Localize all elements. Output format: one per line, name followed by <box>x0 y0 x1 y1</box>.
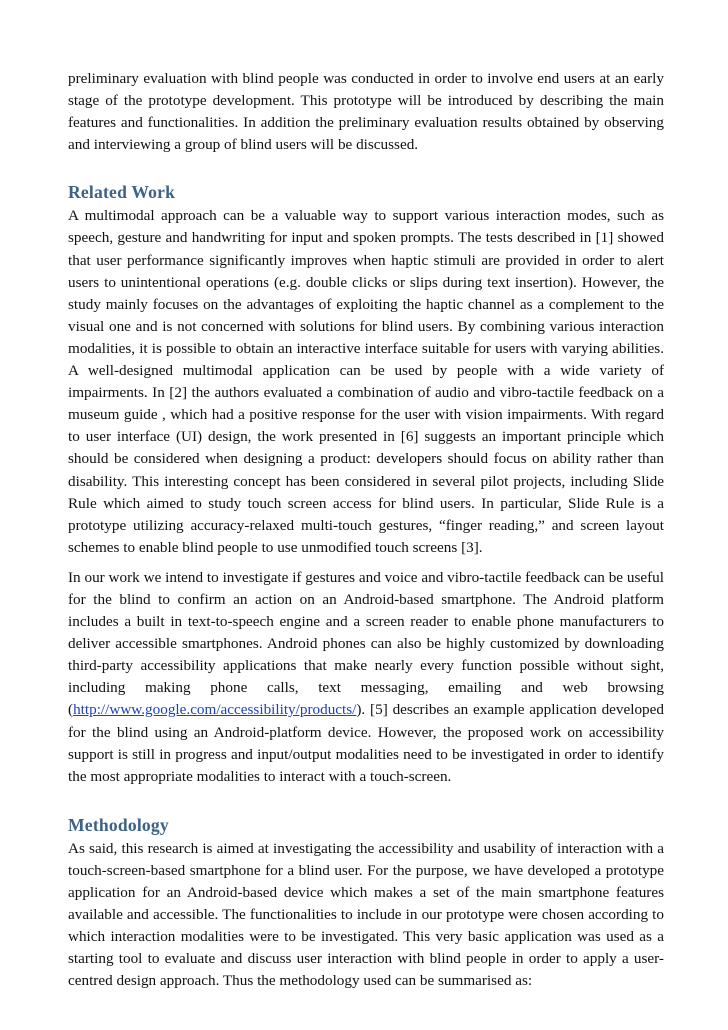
paragraph-text-before-link: In our work we intend to investigate if gestures and voice and vibro-tactile feedback can be useful for the blind to confirm an action on an Android-based smartphone. The Android platform includes a built in text-to-speech engine and a screen reader to enable phone manufacturers to deliver accessible smartphones. Android phones can also be highly customized by downloading third-party accessibility applications that make nearly every function possible without sight, including making phone calls, text messaging, emailing and web browsing ( <box>68 568 664 719</box>
methodology-paragraph: As said, this research is aimed at investigating the accessibility and usability of interaction with a touch-screen-based smartphone for a blind user. For the purpose, we have developed a prototype application for an Android-based device which makes a set of the main smartphone features available and accessible. The functionalities to include in our prototype were chosen according to which interaction modalities were to be investigated. This very basic application was used as a starting tool to evaluate and discuss user interaction with blind people in order to apply a user-centred design approach. Thus the methodology used can be summarised as: <box>68 839 664 990</box>
methodology-heading: Methodology <box>68 814 169 835</box>
document-page <box>68 68 664 992</box>
related-work-heading: Related Work <box>68 182 176 203</box>
related-work-paragraph-2 <box>68 567 664 788</box>
paragraph-text-after-link: ). [5] describes an example application developed for the blind using an Android-platform device. However, the proposed work on accessibility support is still in progress and input/output modalities need to be investigated in order to identify the most appropriate modalities to interact with a touch-screen. <box>68 701 664 785</box>
related-work-paragraph-1: A multimodal approach can be a valuable way to support various interaction modes, such as speech, gesture and handwriting for input and spoken prompts. The tests described in [1] showed that user performance significantly improves when haptic stimuli are provided in order to alert users to unintentional operations (e.g. double clicks or slips during text insertion). However, the study mainly focuses on the advantages of exploiting the haptic channel as a complement to the visual one and is not concerned with solutions for blind users. By combining various interaction modalities, it is possible to obtain an interactive interface suitable for users with varying abilities. A well-designed multimodal application can be used by people with a wide variety of impairments. In [2] the authors evaluated a combination of audio and vibro-tactile feedback on a museum guide , which had a positive response for the user with vision impairments. With regard to user interface (UI) design, the work presented in [6] suggests an important principle which should be considered when designing a product: developers should focus on ability rather than disability. This interesting concept has been considered in several pilot projects, including Slide Rule which aimed to study touch screen access for blind users. In particular, Slide Rule is a prototype utilizing accuracy-relaxed multi-touch gestures, “finger reading,” and screen layout schemes to enable blind people to use unmodified touch screens [3]. <box>68 207 664 556</box>
intro-paragraph: preliminary evaluation with blind people was conducted in order to involve end users at an early stage of the prototype development. This prototype will be introduced by describing the main features and functionalities. In addition the preliminary evaluation results obtained by observing and interviewing a group of blind users will be discussed. <box>68 70 664 154</box>
google-accessibility-link[interactable]: http://www.google.com/accessibility/products/ <box>73 701 357 719</box>
